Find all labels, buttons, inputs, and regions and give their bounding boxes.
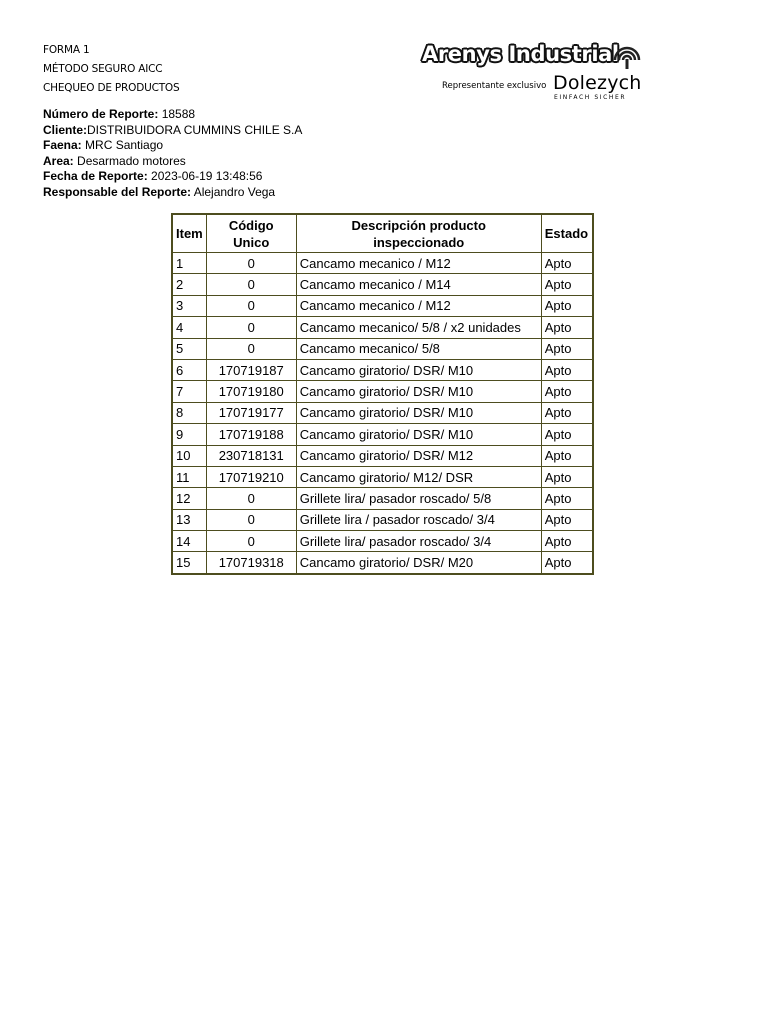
company-logo: [420, 38, 645, 102]
cell-code: 0: [206, 531, 296, 552]
client-label: Cliente:: [43, 122, 88, 137]
report-number: 18588: [161, 107, 196, 121]
cell-code: 0: [206, 274, 296, 295]
header-desc-line1: Descripción producto: [351, 217, 486, 233]
table-row: [172, 466, 593, 487]
cell-code: 170719177: [206, 402, 296, 423]
cell-item: 13: [172, 509, 206, 530]
table-row: [172, 295, 593, 316]
cell-state: Apto: [541, 381, 593, 402]
table-header-row: [172, 214, 593, 253]
cell-code: 170719187: [206, 359, 296, 380]
cell-code: 0: [206, 338, 296, 359]
table-row: [172, 531, 593, 552]
cell-description: Grillete lira/ pasador roscado/ 3/4: [296, 531, 541, 552]
table-row: [172, 445, 593, 466]
form-number: FORMA 1: [43, 44, 90, 56]
cell-item: 10: [172, 445, 206, 466]
area-label: Area:: [43, 153, 74, 168]
cell-item: 7: [172, 381, 206, 402]
cell-state: Apto: [541, 338, 593, 359]
cell-code: 0: [206, 317, 296, 338]
area-value: Desarmado motores: [77, 153, 186, 168]
table-row: [172, 253, 593, 274]
table-row: [172, 424, 593, 445]
header-item: Item: [172, 214, 206, 253]
products-table: [171, 213, 594, 575]
area-row: [43, 154, 302, 170]
table-row: [172, 359, 593, 380]
date-value: 2023-06-19 13:48:56: [151, 169, 263, 183]
cell-description: Cancamo mecanico/ 5/8 / x2 unidades: [296, 317, 541, 338]
cell-item: 1: [172, 253, 206, 274]
cell-item: 4: [172, 317, 206, 338]
cell-description: Cancamo giratorio/ M12/ DSR: [296, 466, 541, 487]
cell-code: 0: [206, 488, 296, 509]
header-description: [296, 214, 541, 253]
cell-code: 170719180: [206, 381, 296, 402]
cell-description: Grillete lira / pasador roscado/ 3/4: [296, 509, 541, 530]
table-row: [172, 338, 593, 359]
client-row: [43, 123, 302, 139]
cell-item: 3: [172, 295, 206, 316]
table-row: [172, 509, 593, 530]
cell-item: 15: [172, 552, 206, 574]
cell-state: Apto: [541, 552, 593, 574]
table-row: [172, 552, 593, 574]
cell-description: Grillete lira/ pasador roscado/ 5/8: [296, 488, 541, 509]
logo-title: Arenys Industrial: [422, 42, 619, 66]
cell-item: 11: [172, 466, 206, 487]
cell-description: Cancamo giratorio/ DSR/ M12: [296, 445, 541, 466]
client-value: DISTRIBUIDORA CUMMINS CHILE S.A: [87, 122, 303, 137]
cell-item: 2: [172, 274, 206, 295]
header-state: Estado: [541, 214, 593, 253]
cell-state: Apto: [541, 317, 593, 338]
table-row: [172, 381, 593, 402]
cell-code: 170719188: [206, 424, 296, 445]
cell-state: Apto: [541, 466, 593, 487]
cell-description: Cancamo mecanico/ 5/8: [296, 338, 541, 359]
cell-state: Apto: [541, 253, 593, 274]
logo-subtitle: Representante exclusivo: [442, 81, 547, 91]
form-title: CHEQUEO DE PRODUCTOS: [43, 82, 180, 94]
cell-item: 14: [172, 531, 206, 552]
cell-description: Cancamo giratorio/ DSR/ M10: [296, 402, 541, 423]
cell-state: Apto: [541, 488, 593, 509]
site-label: Faena:: [43, 138, 82, 152]
cell-description: Cancamo giratorio/ DSR/ M10: [296, 424, 541, 445]
cell-description: Cancamo mecanico / M12: [296, 295, 541, 316]
cell-item: 9: [172, 424, 206, 445]
cell-state: Apto: [541, 531, 593, 552]
cell-state: Apto: [541, 295, 593, 316]
header-code: [206, 214, 296, 253]
form-method: MÉTODO SEGURO AICC: [43, 63, 163, 75]
site-value: MRC Santiago: [85, 138, 164, 152]
report-number-label: Número de Reporte:: [43, 107, 159, 121]
report-number-row: [43, 107, 302, 123]
cell-item: 12: [172, 488, 206, 509]
cell-code: 0: [206, 253, 296, 274]
cell-item: 5: [172, 338, 206, 359]
logo-slogan: EINFACH SICHER: [554, 94, 627, 101]
cell-code: 170719210: [206, 466, 296, 487]
responsible-row: [43, 185, 302, 201]
table-row: [172, 274, 593, 295]
logo-brand: Dolezych: [553, 72, 642, 94]
cell-state: Apto: [541, 359, 593, 380]
cell-code: 230718131: [206, 445, 296, 466]
cell-code: 170719318: [206, 552, 296, 574]
table-row: [172, 317, 593, 338]
cell-description: Cancamo mecanico / M14: [296, 274, 541, 295]
header-code-line2: Unico: [233, 234, 270, 250]
site-row: [43, 138, 302, 154]
cell-description: Cancamo giratorio/ DSR/ M10: [296, 381, 541, 402]
header-code-line1: Código: [228, 217, 274, 233]
signal-arcs-icon: [610, 38, 644, 70]
date-row: [43, 169, 302, 185]
cell-code: 0: [206, 295, 296, 316]
cell-state: Apto: [541, 509, 593, 530]
cell-description: Cancamo mecanico / M12: [296, 253, 541, 274]
cell-state: Apto: [541, 274, 593, 295]
header-desc-line2: inspeccionado: [373, 234, 465, 250]
cell-state: Apto: [541, 424, 593, 445]
form-header: [43, 44, 179, 101]
cell-description: Cancamo giratorio/ DSR/ M20: [296, 552, 541, 574]
cell-item: 8: [172, 402, 206, 423]
cell-state: Apto: [541, 445, 593, 466]
table-row: [172, 402, 593, 423]
report-info: [43, 107, 302, 200]
cell-state: Apto: [541, 402, 593, 423]
responsible-value: Alejandro Vega: [193, 184, 276, 199]
cell-description: Cancamo giratorio/ DSR/ M10: [296, 359, 541, 380]
cell-code: 0: [206, 509, 296, 530]
cell-item: 6: [172, 359, 206, 380]
responsible-label: Responsable del Reporte:: [43, 184, 192, 199]
date-label: Fecha de Reporte:: [43, 169, 148, 183]
table-row: [172, 488, 593, 509]
